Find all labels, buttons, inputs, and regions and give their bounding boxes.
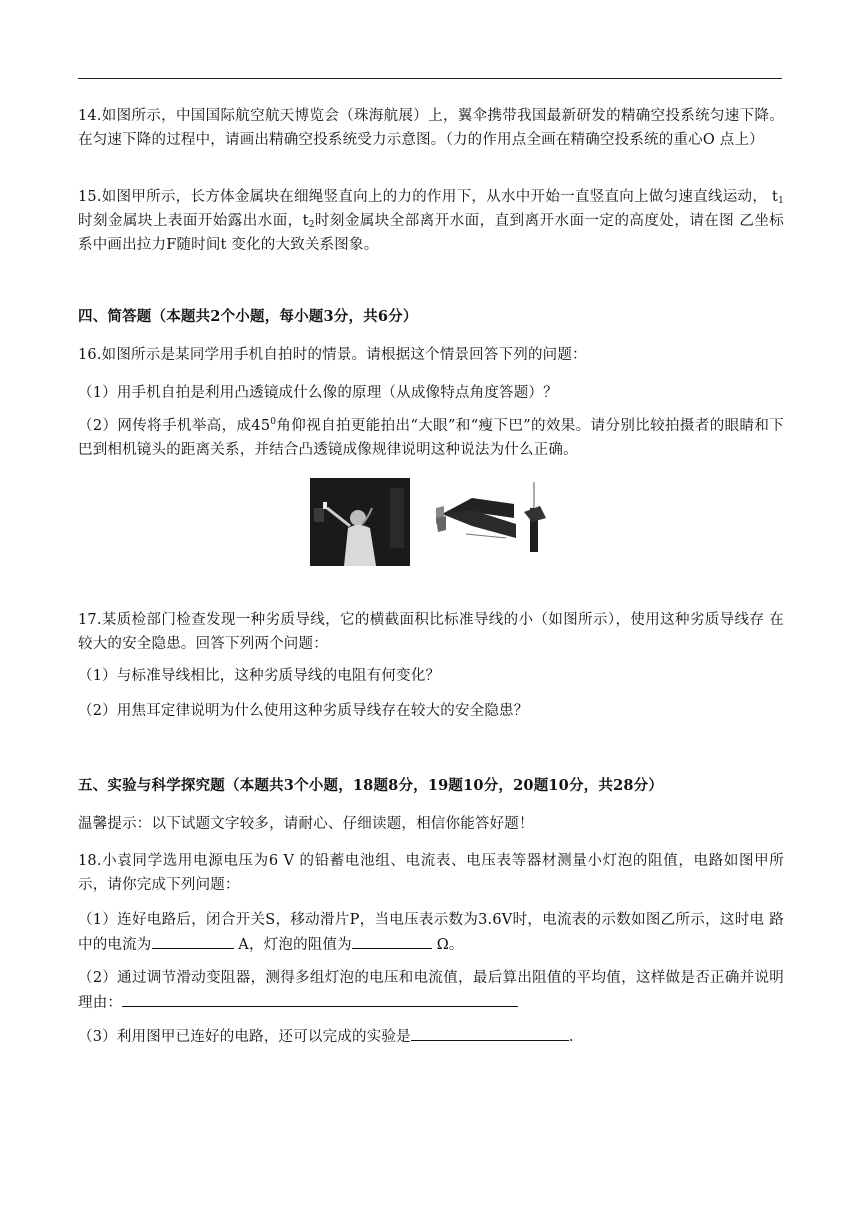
t1-subscript: 1 xyxy=(778,196,784,206)
resistance-answer-blank[interactable] xyxy=(352,932,432,949)
question-15-text-3: 时刻金属块全部离开水面，直到离开水面一定的高度处，请在图 乙坐标系中画出拉力F随时间t 变化的大致关系图象。 xyxy=(78,213,784,253)
question-18-sub-3-text-1: （3）利用图甲已连好的电路，还可以完成的实验是 xyxy=(78,1029,411,1045)
question-18-sub-3-text-2: . xyxy=(568,1029,574,1045)
question-18-sub-1 xyxy=(78,908,784,957)
question-18-sub-1-text-1: （1）连好电路后，闭合开关S，移动滑片P，当电压表示数为3.6V时，电流表的示数如图乙所示，这时电 路中的电流为 xyxy=(78,912,784,953)
degree-superscript: 0 xyxy=(270,417,277,427)
question-16-sub-2 xyxy=(78,414,784,462)
question-15-text-1: 15.如图甲所示，长方体金属块在细绳竖直向上的力的作用下，从水中开始一直竖直向上做匀速直线运动， t xyxy=(78,189,779,205)
question-15-text-2: 时刻金属块上表面开始露出水面，t xyxy=(78,213,309,229)
question-16-sub-2-text-2: 角仰视自拍更能拍出“大眼”和“瘦下巴”的效果。请分别比较拍摄者的眼睛和下巴到相机镜头的距离关系，并结合凸透镜成像规律说明这种说法为什么正确。 xyxy=(78,418,784,458)
header-rule xyxy=(78,78,782,79)
question-18-stem: 18.小袁同学选用电源电压为6 V 的铅蓄电池组、电流表、电压表等器材测量小灯泡的阻值，电路如图甲所 示，请你完成下列问题： xyxy=(78,853,784,893)
question-16-sub-2-text-1: （2）网传将手机举高，成45 xyxy=(78,418,271,434)
question-18-sub-2 xyxy=(78,966,784,1015)
reason-answer-blank[interactable] xyxy=(122,990,518,1007)
current-answer-blank[interactable] xyxy=(152,932,234,949)
question-17-sub-1: （1）与标准导线相比，这种劣质导线的电阻有何变化？ xyxy=(78,668,441,684)
figure-17-wire-comparison xyxy=(436,478,558,566)
section-4-title: 四、简答题（本题共2个小题，每小题3分，共6分） xyxy=(78,308,418,325)
t2-subscript: 2 xyxy=(308,220,315,230)
question-18-sub-1-text-2: A，灯泡的阻值为 xyxy=(233,937,352,953)
question-16-sub-1: （1）用手机自拍是利用凸透镜成什么像的原理（从成像特点角度答题）？ xyxy=(78,385,558,401)
question-16-stem: 16.如图所示是某同学用手机自拍时的情景。请根据这个情景回答下列的问题： xyxy=(78,347,587,363)
section-5-title: 五、实验与科学探究题（本题共3个小题，18题8分，19题10分，20题10分，共28分） xyxy=(78,777,664,794)
question-17-stem: 17.某质检部门检查发现一种劣质导线，它的横截面积比标准导线的小（如图所示），使用这种劣质导线存 在较大的安全隐患。回答下列两个问题： xyxy=(78,612,784,652)
question-18-sub-3 xyxy=(78,1024,784,1049)
figure-16-selfie-photo xyxy=(310,478,410,566)
experiment-answer-blank[interactable] xyxy=(411,1024,569,1041)
question-18-sub-1-text-3: Ω。 xyxy=(431,937,464,953)
question-18-sub-2-text: （2）通过调节滑动变阻器，测得多组灯泡的电压和电流值，最后算出阻值的平均值，这样做是否正确并说明理由： xyxy=(78,970,784,1011)
question-14-text: 14.如图所示，中国国际航空航天博览会（珠海航展）上，翼伞携带我国最新研发的精确空投系统匀速下降。 在匀速下降的过程中，请画出精确空投系统受力示意图。（力的作用点全画在精确空投系统的重心O 点上） xyxy=(78,108,784,148)
section-5-tip: 温馨提示：以下试题文字较多，请耐心、仔细读题，相信你能答好题！ xyxy=(78,816,534,832)
question-17-sub-2: （2）用焦耳定律说明为什么使用这种劣质导线存在较大的安全隐患？ xyxy=(78,703,529,719)
question-15 xyxy=(78,185,784,257)
question-14 xyxy=(78,104,784,152)
